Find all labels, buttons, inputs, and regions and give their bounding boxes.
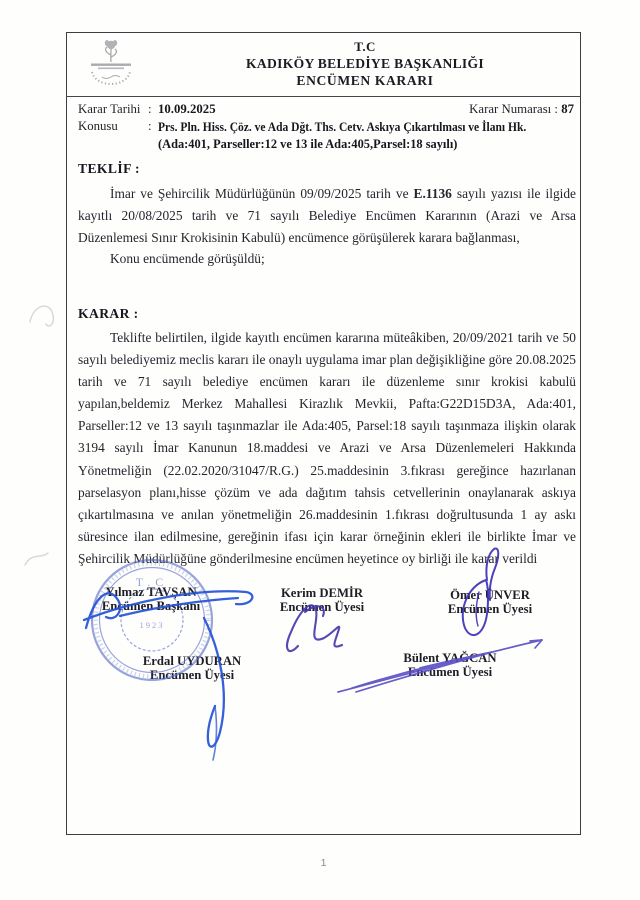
stamp-tc-text: T.C xyxy=(135,575,169,589)
subject-line-1: Prs. Pln. Hiss. Çöz. ve Ada Dğt. Ths. Cetv. Askıya Çıkartılması ve İlanı Hk. xyxy=(158,120,527,134)
municipality-logo-icon xyxy=(82,36,140,96)
decision-date-label: Karar Tarihi xyxy=(78,102,141,116)
decision-date-colon: : xyxy=(148,102,152,116)
signer-name: Erdal UYDURAN xyxy=(142,654,242,668)
stamp-year-text: 1923 xyxy=(139,620,165,630)
decision-date-row xyxy=(78,102,216,117)
decision-number-value: 87 xyxy=(561,102,574,116)
signer-title: Encümen Üyesi xyxy=(149,668,235,683)
signer-name: Ömer ÜNVER xyxy=(450,588,530,602)
signer-title: Encümen Başkanı xyxy=(101,599,201,614)
margin-pencil-marks xyxy=(25,306,53,565)
decision-heading: KARAR : xyxy=(78,306,139,321)
header-line-municipality: KADIKÖY BELEDİYE BAŞKANLIĞI xyxy=(246,56,484,71)
decision-number-row xyxy=(469,102,574,117)
subject-colon: : xyxy=(148,119,152,133)
subject-row xyxy=(78,119,582,152)
signature-block-member-3 xyxy=(117,654,267,682)
header-line-tc: T.C xyxy=(354,39,376,54)
signer-title: Encümen Üyesi xyxy=(407,665,493,680)
subject-label: Konusu xyxy=(78,119,118,133)
proposal-heading: TEKLİF : xyxy=(78,161,140,176)
subject-text xyxy=(158,119,582,152)
subject-line-2: (Ada:401, Parseller:12 ve 13 ile Ada:405,Parsel:18 sayılı) xyxy=(158,136,458,151)
page-number: 1 xyxy=(320,857,327,869)
proposal-closing: Konu encümende görüşüldü; xyxy=(110,251,265,266)
document-header xyxy=(200,38,530,89)
signer-title: Encümen Üyesi xyxy=(279,600,365,615)
signature-block-chairman xyxy=(81,585,221,613)
proposal-paragraph: İmar ve Şehircilik Müdürlüğünün 09/09/2025 tarih ve E.1136 sayılı yazısı ile ilgide kayıtlı 20/08/2025 tarih ve 71 sayılı Belediye Encümen Kararının (Arazi ve Arsa Düzenlemesi Sınır Krokisinin Kabulü) encümence görüşülerek karara bağlanması, xyxy=(78,186,576,246)
decision-paragraph: Teklifte belirtilen, ilgide kayıtlı encümen kararına müteâkiben, 20/09/2021 tarih ve 50 sayılı belediyemiz meclis kararı ile onaylı uygulama imar plan değişikliğine göre 20.08.2025 tarih ve 71 sayılı belediye encümen kararı ile düzenleme sınır krokisi kabulü yapılan,beldemiz Merkez Mahallesi Kirazlık Mevkii, Pafta:G22D15D3A, Ada:401, Parseller:12 ve 13 sayılı taşınmazlar ile Ada:405, Parsel:18 sayılı taşınmaza ilişkin olarak 3194 sayılı İmar Kanunun 18.maddesi ve Arazi ve Arsa Düzenlemeleri Hakkında Yönetmeliğin (22.02.2020/31047/R.G.) 25.maddesinin 3.fıkrası gereğince hazırlanan parselasyon planı,hisse çözüm ve ada dağıtım tahsis cetvellerinin onaylanarak askıya çıkartılmasına ve anılan yönetmeliğin 26.maddesinin 1.fıkrası doğrultusunda 1 ay askı süresince ilan edilmesine, gereğinin ifası için karar örneğinin ekleri ile birlikte İmar ve Şehircilik Müdürlüğüne gönderilmesine encümen heyetince oy birliği ile karar verildi xyxy=(78,330,576,566)
header-divider xyxy=(66,96,581,97)
signer-title: Encümen Üyesi xyxy=(447,602,533,617)
signature-block-member-4 xyxy=(375,651,525,679)
decision-date-value: 10.09.2025 xyxy=(158,102,216,116)
signature-block-member-1 xyxy=(252,586,392,614)
signer-name: Yılmaz TAVŞAN xyxy=(105,585,197,599)
signer-name: Kerim DEMİR xyxy=(280,586,364,600)
signer-name: Bülent YAĞCAN xyxy=(403,651,497,665)
signature-block-member-2 xyxy=(415,588,565,616)
header-line-decision: ENCÜMEN KARARI xyxy=(296,73,434,88)
decision-number-label: Karar Numarası : xyxy=(469,102,558,116)
